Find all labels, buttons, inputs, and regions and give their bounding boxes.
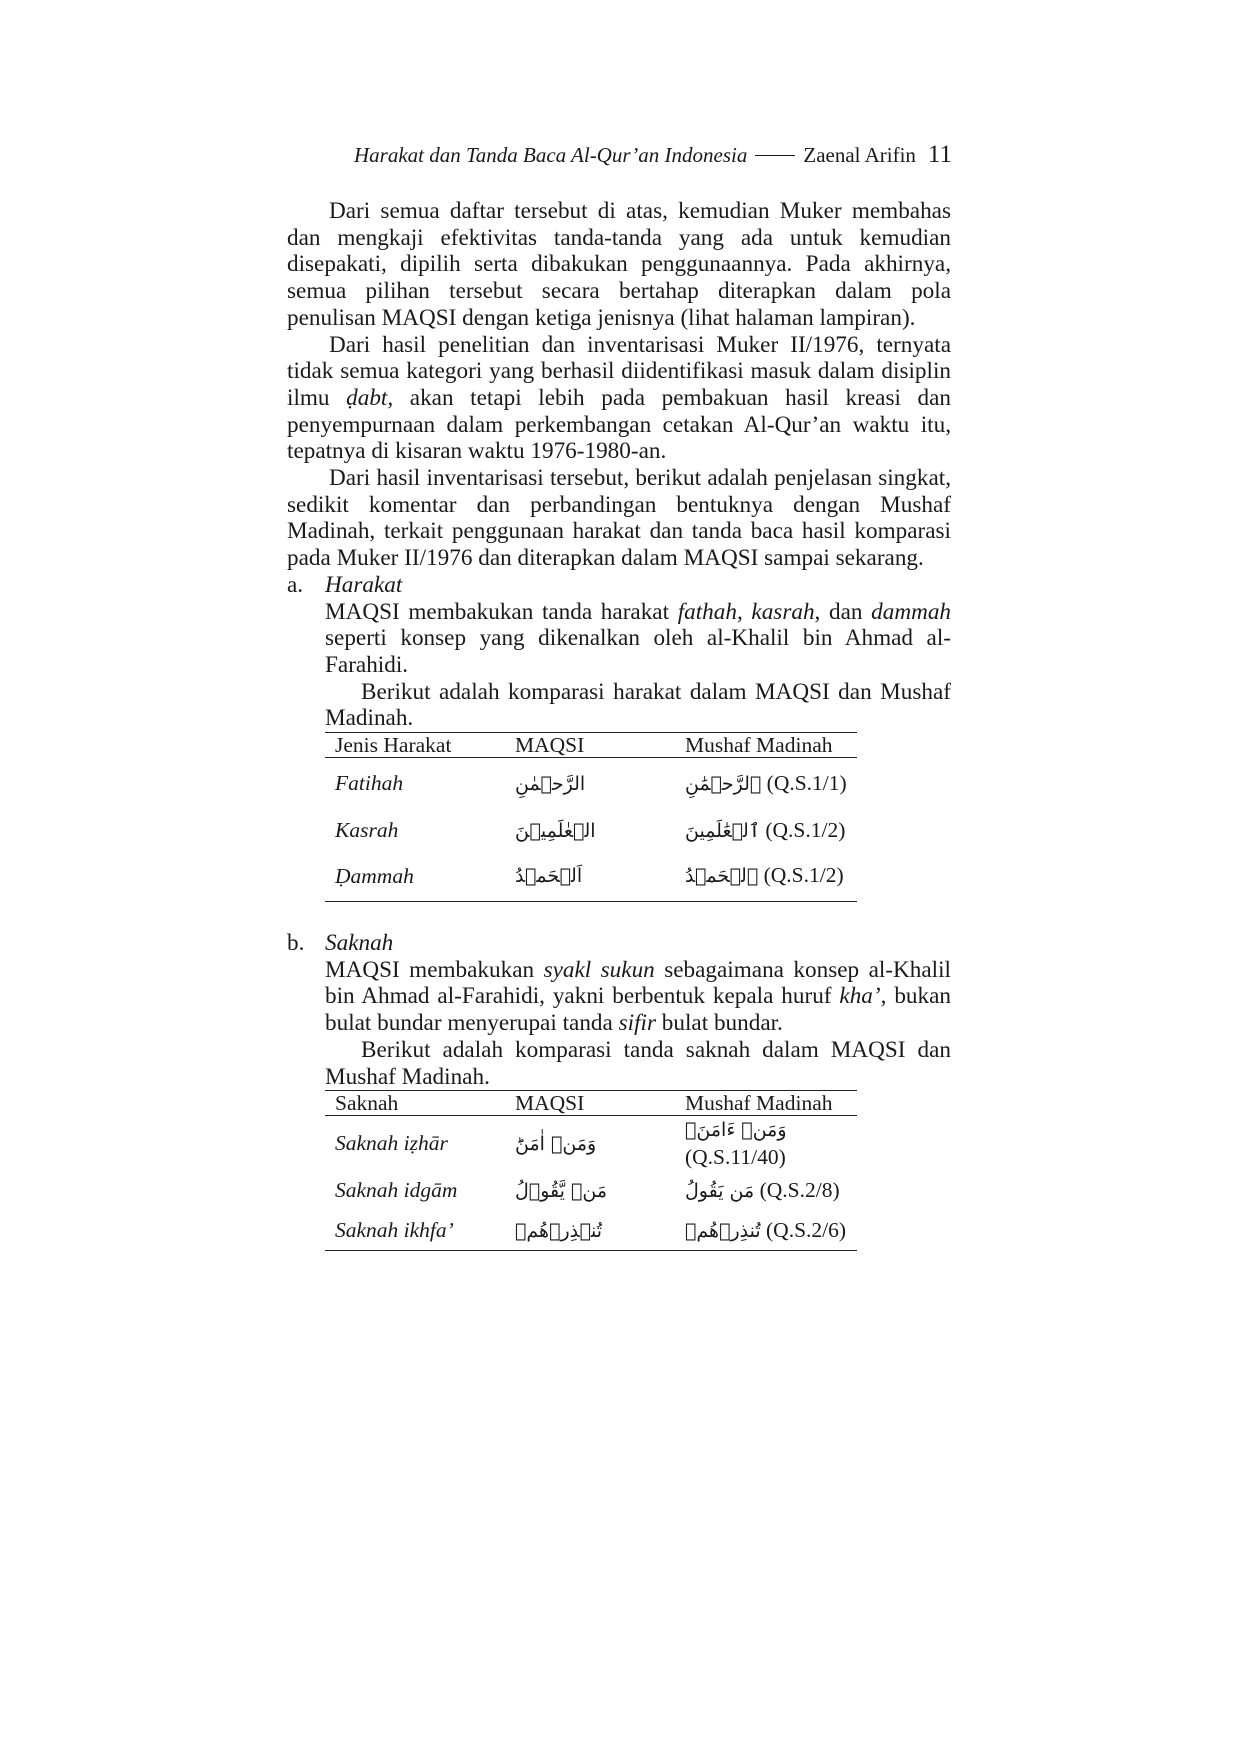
body-text [287,198,951,1251]
table-header: Mushaf Madinah [675,733,857,758]
harakat-table [325,732,857,902]
saknah-table [325,1090,857,1251]
section-a-heading [287,572,951,599]
section-a-title: Harakat [325,571,403,598]
running-header [330,140,952,170]
running-title: Harakat dan Tanda Baca Al-Qur’an Indonesia [354,143,748,167]
section-a-lead: Berikut adalah komparasi harakat dalam MAQSI dan Mushaf Madinah. [325,678,951,732]
section-b-body [325,957,951,1251]
section-a-body [325,599,951,903]
table-row: Kasrah الۡعٰلَمِيۡنَ ٱلۡعَٰلَمِينَ (Q.S.1/2) [335,817,846,843]
table-header: MAQSI [505,733,675,758]
section-b-label: b. [287,930,305,957]
running-author: Zaenal Arifin [803,143,916,167]
section-b-heading [287,930,951,957]
paragraph-2: Dari hasil penelitian dan inventarisasi Muker II/1976, ternyata tidak semua kategori yang berhasil diidentifikasi masuk dalam disiplin ilmu ḍabt, akan tetapi lebih pada pembakuan hasil kreasi dan penyempurnaan dalam perkembangan cetakan Al-Qur’an waktu itu, tepatnya di kisaran waktu 1976-1980-an. [287,331,952,465]
section-b-intro: MAQSI membakukan syakl sukun sebagaimana konsep al-Khalil bin Ahmad al-Farahidi, yakni berbentuk kepala huruf kha’, bukan bulat bundar menyerupai tanda sifir bulat bundar. [325,956,951,1037]
section-b-lead: Berikut adalah komparasi tanda saknah dalam MAQSI dan Mushaf Madinah. [325,1036,951,1090]
table-row: Fatihah الرَّحۡمٰنِ ٱلرَّحۡمَٰنِ (Q.S.1/1) [335,770,847,796]
section-b-title: Saknah [325,930,394,957]
table-header: Saknah [325,1091,505,1116]
section-a-intro: MAQSI membakukan tanda harakat fathah, kasrah, dan dammah seperti konsep yang dikenalkan oleh al-Khalil bin Ahmad al-Farahidi. [325,598,952,678]
table-row: Saknah iẓhār وَمَنۡ اٰمَنَؕ وَمَنۡ ءَامَنَۚ (Q.S.11/40) [335,1119,787,1169]
table-header: Mushaf Madinah [675,1091,857,1116]
table-row: Saknah ikhfa’ تُنۡذِرۡهُمۡ تُنذِرۡهُمۡ (Q.S.2/6) [325,1211,857,1251]
table-header: MAQSI [505,1091,675,1116]
paragraph-1: Dari semua daftar tersebut di atas, kemudian Muker membahas dan mengkaji efektivitas tanda-tanda yang ada untuk kemudian disepakati, dipilih serta dibakukan penggunaannya. Pada akhirnya, semua pilihan tersebut secara bertahap diterapkan dalam pola penulisan MAQSI dengan ketiga jenisnya (lihat halaman lampiran). [287,198,951,331]
table-header: Jenis Harakat [325,733,505,758]
header-dash [755,155,795,156]
table-row: Ḍammah اَلۡحَمۡدُ ٱلۡحَمۡدُ (Q.S.1/2) [325,852,857,902]
paragraph-3: Dari hasil inventarisasi tersebut, berikut adalah penjelasan singkat, sedikit komentar dan perbandingan bentuknya dengan Mushaf Madinah, terkait penggunaan harakat dan tanda baca hasil komparasi pada Muker II/1976 dan diterapkan dalam MAQSI sampai sekarang. [287,465,951,572]
page-number: 11 [927,141,952,168]
table-row: Saknah idgām مَنۡ يَّقُوۡلُ مَن يَقُولُ (Q.S.2/8) [335,1177,840,1203]
section-a-label: a. [287,571,304,598]
